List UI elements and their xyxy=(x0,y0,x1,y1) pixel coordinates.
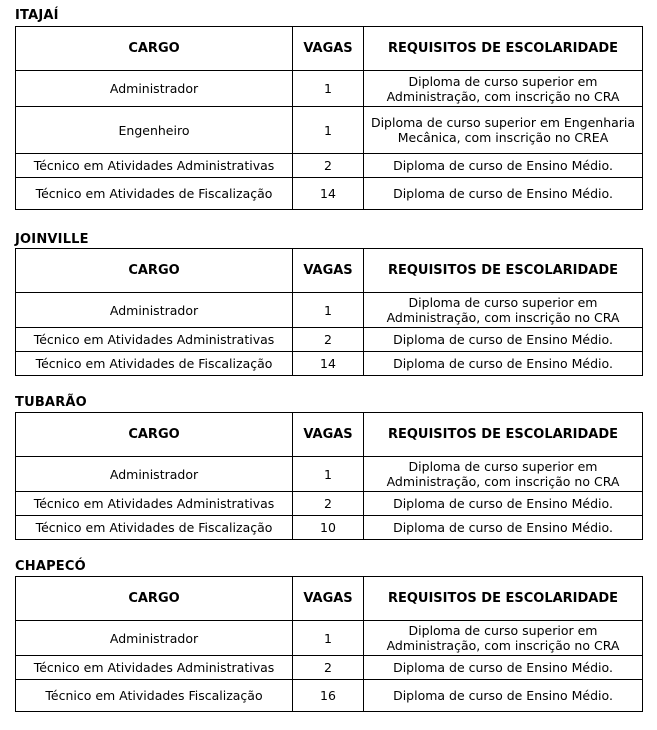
table-row xyxy=(16,328,643,352)
cell-cargo: Administrador xyxy=(16,621,293,656)
cell-requisitos: Diploma de curso de Ensino Médio. xyxy=(364,178,643,210)
header-requisitos: REQUISITOS DE ESCOLARIDADE xyxy=(364,27,643,71)
cell-requisitos: Diploma de curso superior em Administração, com inscrição no CRA xyxy=(364,621,643,656)
cell-vagas: 2 xyxy=(293,154,364,178)
cell-requisitos: Diploma de curso superior em Administração, com inscrição no CRA xyxy=(364,457,643,492)
header-cargo: CARGO xyxy=(16,249,293,293)
header-row xyxy=(16,27,643,71)
table-row xyxy=(16,178,643,210)
cell-cargo: Técnico em Atividades de Fiscalização xyxy=(16,516,293,540)
header-vagas: VAGAS xyxy=(293,249,364,293)
table-row xyxy=(16,352,643,376)
cell-cargo: Técnico em Atividades de Fiscalização xyxy=(16,178,293,210)
cell-cargo: Administrador xyxy=(16,71,293,107)
cell-vagas: 10 xyxy=(293,516,364,540)
cell-cargo: Administrador xyxy=(16,457,293,492)
cell-requisitos: Diploma de curso de Ensino Médio. xyxy=(364,680,643,712)
cell-vagas: 2 xyxy=(293,492,364,516)
cell-cargo: Técnico em Atividades Administrativas xyxy=(16,154,293,178)
section-title: JOINVILLE xyxy=(15,232,89,247)
cell-requisitos: Diploma de curso superior em Administração, com inscrição no CRA xyxy=(364,293,643,328)
header-row xyxy=(16,577,643,621)
table-row xyxy=(16,621,643,656)
cell-cargo: Técnico em Atividades Fiscalização xyxy=(16,680,293,712)
header-vagas: VAGAS xyxy=(293,413,364,457)
table-row xyxy=(16,516,643,540)
vagas-table xyxy=(15,576,643,712)
cell-requisitos: Diploma de curso de Ensino Médio. xyxy=(364,328,643,352)
table-row xyxy=(16,492,643,516)
header-row xyxy=(16,413,643,457)
header-vagas: VAGAS xyxy=(293,27,364,71)
cell-vagas: 1 xyxy=(293,293,364,328)
cell-vagas: 2 xyxy=(293,328,364,352)
table-row xyxy=(16,154,643,178)
table-row xyxy=(16,656,643,680)
cell-requisitos: Diploma de curso de Ensino Médio. xyxy=(364,352,643,376)
cell-cargo: Técnico em Atividades de Fiscalização xyxy=(16,352,293,376)
cell-vagas: 1 xyxy=(293,457,364,492)
header-requisitos: REQUISITOS DE ESCOLARIDADE xyxy=(364,413,643,457)
section-title: TUBARÃO xyxy=(15,395,87,410)
vagas-table xyxy=(15,248,643,376)
header-requisitos: REQUISITOS DE ESCOLARIDADE xyxy=(364,249,643,293)
cell-vagas: 1 xyxy=(293,107,364,154)
cell-cargo: Técnico em Atividades Administrativas xyxy=(16,328,293,352)
cell-cargo: Técnico em Atividades Administrativas xyxy=(16,656,293,680)
cell-vagas: 14 xyxy=(293,178,364,210)
table-row xyxy=(16,293,643,328)
header-cargo: CARGO xyxy=(16,577,293,621)
header-cargo: CARGO xyxy=(16,413,293,457)
cell-requisitos: Diploma de curso superior em Administração, com inscrição no CRA xyxy=(364,71,643,107)
cell-vagas: 14 xyxy=(293,352,364,376)
vagas-table xyxy=(15,412,643,540)
cell-requisitos: Diploma de curso de Ensino Médio. xyxy=(364,154,643,178)
cell-cargo: Engenheiro xyxy=(16,107,293,154)
cell-vagas: 1 xyxy=(293,621,364,656)
cell-requisitos: Diploma de curso superior em Engenharia Mecânica, com inscrição no CREA xyxy=(364,107,643,154)
table-row xyxy=(16,71,643,107)
header-requisitos: REQUISITOS DE ESCOLARIDADE xyxy=(364,577,643,621)
vagas-table xyxy=(15,26,643,210)
cell-cargo: Administrador xyxy=(16,293,293,328)
cell-requisitos: Diploma de curso de Ensino Médio. xyxy=(364,492,643,516)
table-row xyxy=(16,680,643,712)
header-vagas: VAGAS xyxy=(293,577,364,621)
cell-vagas: 2 xyxy=(293,656,364,680)
cell-requisitos: Diploma de curso de Ensino Médio. xyxy=(364,516,643,540)
section-title: ITAJAÍ xyxy=(15,8,59,23)
cell-vagas: 1 xyxy=(293,71,364,107)
section-title: CHAPECÓ xyxy=(15,559,86,574)
cell-vagas: 16 xyxy=(293,680,364,712)
header-row xyxy=(16,249,643,293)
table-row xyxy=(16,107,643,154)
cell-cargo: Técnico em Atividades Administrativas xyxy=(16,492,293,516)
cell-requisitos: Diploma de curso de Ensino Médio. xyxy=(364,656,643,680)
header-cargo: CARGO xyxy=(16,27,293,71)
table-row xyxy=(16,457,643,492)
